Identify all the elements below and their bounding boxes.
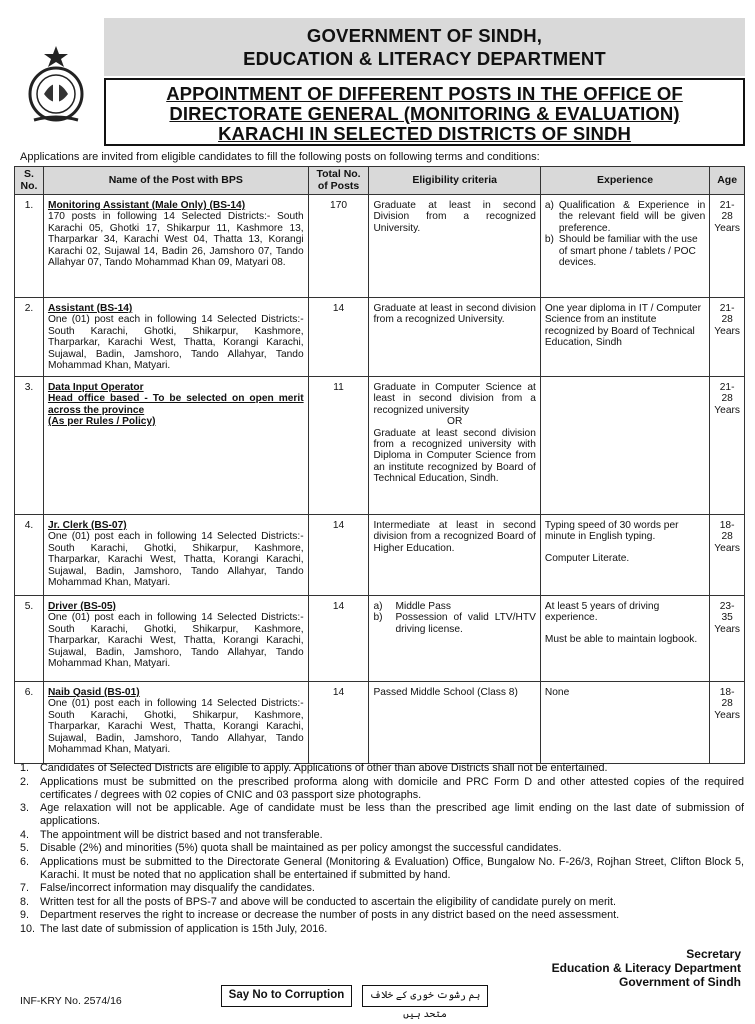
posts-table [14, 166, 745, 764]
term-number: 7. [20, 882, 30, 894]
signatory-department: Education & Literacy Department [551, 961, 741, 975]
header-sno: S. No. [15, 167, 44, 195]
eligibility-or: OR [447, 416, 463, 428]
term-number: 4. [20, 828, 30, 841]
row-post [43, 515, 308, 596]
eligibility-item [373, 612, 535, 635]
list-item [20, 882, 744, 895]
row-post [43, 298, 308, 377]
post-title: Naib Qasid (BS-01) [47, 687, 140, 698]
sindh-government-emblem-icon [24, 44, 88, 126]
table-row [15, 298, 745, 377]
list-item [20, 762, 744, 775]
post-title: Assistant (BS-14) [47, 303, 133, 314]
row-age: 21-28 Years [710, 377, 745, 515]
post-title: Jr. Clerk (BS-07) [47, 520, 127, 531]
signature-block [511, 947, 741, 989]
term-text: The last date of submission of application is 15th July, 2016. [40, 922, 328, 935]
advert-header [14, 8, 745, 152]
experience-item [545, 234, 705, 268]
list-item [20, 802, 744, 828]
terms-list [20, 762, 744, 936]
item-key: b) [373, 612, 383, 624]
term-text: The appointment will be district based and not transferable. [40, 828, 323, 841]
row-age: 23-35 Years [710, 596, 745, 682]
list-item [20, 896, 744, 909]
row-age: 21-28 Years [710, 298, 745, 377]
row-experience [540, 195, 709, 298]
department-name: EDUCATION & LITERACY DEPARTMENT [243, 48, 606, 69]
row-total: 14 [308, 298, 369, 377]
eligibility-option: Graduate in Computer Science at least in second division from a recognized university [373, 382, 536, 416]
row-eligibility: Graduate at least in second Division from a recognized University. [369, 195, 540, 298]
table-row [15, 682, 745, 764]
row-experience [540, 596, 709, 682]
term-text: Candidates of Selected Districts are eligible to apply. Applications of other than above Districts shall not be entertained. [40, 762, 608, 774]
post-description: One (01) post each in following 14 Selected Districts:- South Karachi, Ghotki, Shikarpur, Kashmore, Tharparkar, Karachi West, Thatta, Korangi Karachi, Sujawal, Badin, Jamshoro, Tando Allahyar, Tando Mohammad Khan, Matyari. [47, 612, 304, 670]
row-age: 21-28 Years [710, 195, 745, 298]
appointment-title-line-2: DIRECTORATE GENERAL (MONITORING & EVALUATION) [169, 103, 680, 124]
item-key: a) [373, 601, 383, 612]
item-text: Qualification & Experience in the relevant field will be given preference. [558, 200, 706, 234]
experience-item [545, 200, 705, 234]
intro-text: Applications are invited from eligible candidates to fill the following posts on following terms and conditions: [20, 151, 540, 163]
experience-item: Must be able to maintain logbook. [544, 633, 698, 645]
row-post [43, 596, 308, 682]
term-text: Written test for all the posts of BPS-7 and above will be conducted to ascertain the eligibility of candidate purely on merit. [40, 895, 616, 908]
table-row [15, 195, 745, 298]
government-name: GOVERNMENT OF SINDH, [306, 25, 543, 46]
item-text: Middle Pass [395, 601, 451, 612]
row-post [43, 195, 308, 298]
list-item [20, 909, 744, 922]
list-item [20, 829, 744, 842]
list-item [20, 842, 744, 855]
row-eligibility [369, 377, 540, 515]
appointment-title-line-1: APPOINTMENT OF DIFFERENT POSTS IN THE OFFICE OF [166, 83, 683, 104]
term-text: Applications must be submitted on the prescribed proforma along with domicile and PRC Form D and other attested copies of the required certificates / degrees with 02 copies of CNIC and 03 passport size photographs. [40, 775, 744, 801]
post-title: Driver (BS-05) [47, 601, 116, 612]
table-row [15, 515, 745, 596]
item-key: a) [544, 200, 554, 211]
row-experience: One year diploma in IT / Computer Science from an institute recognized by Board of Technical Education, Sindh [540, 298, 709, 377]
eligibility-option: Graduate at least second division from a recognized university with Diploma in Computer Science from an institute recognized by Board of Technical Education, Sindh. [373, 427, 536, 485]
post-description: One (01) post each in following 14 Selected Districts:- South Karachi, Ghotki, Shikarpur, Kashmore, Tharparkar, Karachi West, Thatta, Korangi Karachi, Sujawal, Badin, Jamshoro, Tando Allahyar, Tando Mohammad Khan, Matyari. [47, 314, 304, 372]
term-number: 6. [20, 855, 30, 868]
list-item [20, 856, 744, 882]
appointment-title-line-3: KARACHI IN SELECTED DISTRICTS OF SINDH [218, 123, 631, 144]
header-eligibility: Eligibility criteria [369, 167, 540, 195]
term-text: False/incorrect information may disqualify the candidates. [40, 882, 315, 894]
row-age: 18-28 Years [710, 515, 745, 596]
term-number: 3. [20, 802, 30, 814]
term-number: 2. [20, 775, 30, 788]
post-title: Data Input Operator [47, 382, 144, 393]
row-total: 11 [308, 377, 369, 515]
header-total: Total No. of Posts [308, 167, 369, 195]
item-text: Possession of valid LTV/HTV driving license. [395, 612, 536, 635]
term-text: Applications must be submitted to the Directorate General (Monitoring & Evaluation) Office, Bungalow No. F-26/3, Rojhan Street, Clifton Block 5, Karachi. It must be noted that no application shall be entertained if submitted by hand. [40, 855, 744, 881]
post-title: Monitoring Assistant (Male Only) (BS-14) [47, 200, 246, 211]
header-post: Name of the Post with BPS [43, 167, 308, 195]
row-total: 14 [308, 682, 369, 764]
row-sno: 2. [15, 298, 44, 377]
table-row [15, 596, 745, 682]
row-eligibility [369, 596, 540, 682]
experience-item: Typing speed of 30 words per minute in English typing. [544, 520, 679, 543]
row-sno: 5. [15, 596, 44, 682]
row-total: 170 [308, 195, 369, 298]
table-row [15, 377, 745, 515]
row-eligibility: Intermediate at least in second division from a recognized Board of Higher Education. [369, 515, 540, 596]
row-sno: 3. [15, 377, 44, 515]
anti-corruption-banner: Say No to Corruption [221, 985, 352, 1007]
row-post [43, 377, 308, 515]
post-description: 170 posts in following 14 Selected Districts:- South Karachi 05, Ghotki 17, Shikarpur 11, Kashmore 13, Tharparkar 34, Karachi West 04, Thatta 13, Korangi Karachi 02, Sujawal 14, Badin 26, Jamshoro 07, Tando Allahyar 07, Tando Mohammad Khan 09, Matyari 08. [47, 211, 304, 269]
row-eligibility: Graduate at least in second division from a recognized University. [369, 298, 540, 377]
post-subtitle: (As per Rules / Policy) [47, 416, 156, 428]
list-item [20, 776, 744, 802]
table-header-row [15, 167, 745, 195]
row-total: 14 [308, 596, 369, 682]
experience-item: At least 5 years of driving experience. [544, 601, 660, 624]
header-age: Age [710, 167, 745, 195]
row-age: 18-28 Years [710, 682, 745, 764]
row-total: 14 [308, 515, 369, 596]
list-item [20, 923, 744, 936]
row-sno: 4. [15, 515, 44, 596]
term-number: 10. [20, 922, 36, 935]
post-subtitle: Head office based - To be selected on open merit across the province [47, 393, 304, 416]
post-description: One (01) post each in following 14 Selected Districts:- South Karachi, Ghotki, Shikarpur, Kashmore, Tharparkar, Karachi West, Thatta, Korangi Karachi, Sujawal, Badin, Jamshoro, Tando Allahyar, Tando Mohammad Khan, Matyari. [47, 531, 304, 589]
header-experience: Experience [540, 167, 709, 195]
row-experience: None [540, 682, 709, 764]
item-key: b) [544, 234, 554, 246]
row-sno: 1. [15, 195, 44, 298]
signatory-government: Government of Sindh [618, 975, 741, 989]
term-number: 8. [20, 895, 30, 908]
experience-item: Computer Literate. [544, 552, 630, 564]
government-heading-box [104, 18, 745, 76]
post-description: One (01) post each in following 14 Selected Districts:- South Karachi, Ghotki, Shikarpur, Kashmore, Tharparkar, Karachi West, Thatta, Korangi Karachi, Sujawal, Badin, Jamshoro, Tando Allahyar, Tando Mohammad Khan, Matyari. [47, 698, 304, 756]
row-experience [540, 377, 709, 515]
reference-number: INF-KRY No. 2574/16 [20, 995, 122, 1007]
row-sno: 6. [15, 682, 44, 764]
row-experience [540, 515, 709, 596]
signatory-title: Secretary [686, 947, 741, 961]
term-text: Department reserves the right to increase or decrease the number of posts in any district based on the need assessment. [40, 909, 620, 921]
term-text: Disable (2%) and minorities (5%) quota shall be maintained as per policy amongst the successful candidates. [40, 842, 562, 854]
row-post [43, 682, 308, 764]
term-number: 5. [20, 842, 30, 854]
appointment-title-box [104, 78, 745, 146]
term-text: Age relaxation will not be applicable. Age of candidate must be less than the prescribed age limit ending on the last date of submission of applications. [40, 802, 744, 827]
urdu-slogan-banner: ہم رشوت خوری کے خلاف متحد ہیں [362, 985, 488, 1007]
term-number: 9. [20, 909, 30, 921]
term-number: 1. [20, 762, 30, 774]
item-text: Should be familiar with the use of smart phone / tablets / POC devices. [558, 234, 698, 269]
eligibility-item [373, 601, 535, 612]
row-eligibility: Passed Middle School (Class 8) [369, 682, 540, 764]
